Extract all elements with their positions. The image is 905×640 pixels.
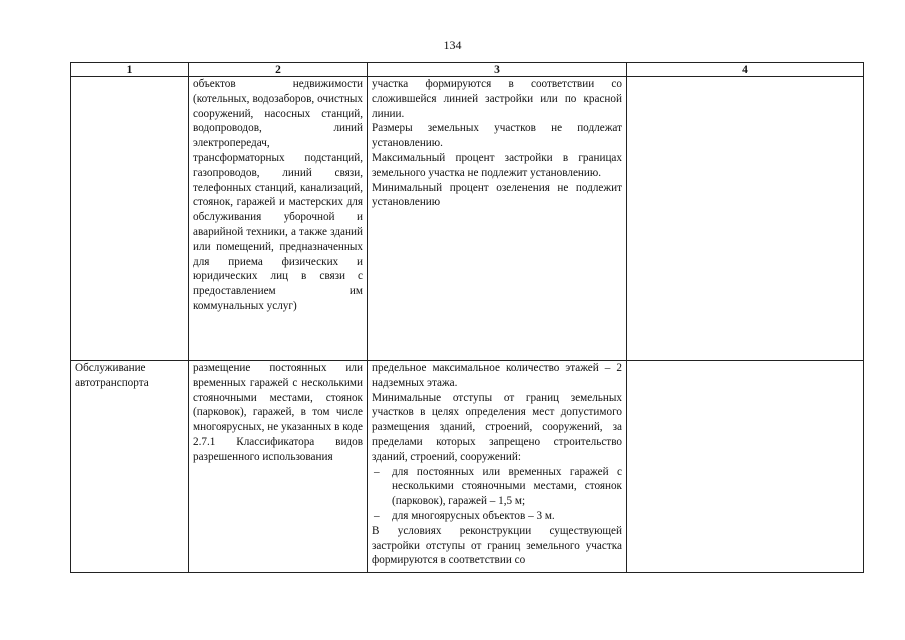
row2-param-para: Минимальные отступы от границ земельных участков в целях определения мест допустимого размещения зданий, строений, сооружений, за пределами которых запрещено строительство зданий, строений, сооружений:	[372, 391, 622, 463]
row2-param-para: В условиях реконструкции существующей застройки отступы от границ земельного участка формируются в соответствии со	[372, 524, 622, 567]
row2-param-para: предельное максимальное количество этажей – 2 надземных этажа.	[372, 362, 622, 389]
row1-description: объектов недвижимости (котельных, водозаборов, очистных сооружений, насосных станций, водопроводов, линий электропередач, трансформаторных подстанций, газопроводов, линий связи, телефонных станций, канализаций, стоянок, гаражей и мастерских для обслуживания уборочной и аварийной техники, а также зданий или помещений, предназначенных для приема физических и юридических лиц в связи с предоставлением им коммунальных услуг)	[189, 77, 368, 361]
bullet-dash: –	[374, 509, 380, 522]
row2-notes	[627, 361, 864, 573]
bullet-text: для многоярусных объектов – 3 м.	[392, 509, 555, 522]
row2-description: размещение постоянных или временных гаражей с несколькими стояночными местами, стоянок (парковок), гаражей, в том числе многоярусных, не указанных в коде 2.7.1 Классификатора видов разрешенного использования	[189, 361, 368, 573]
row1-parameters	[368, 77, 627, 361]
row2-bullet-item	[372, 465, 622, 509]
table-header-row	[71, 63, 864, 77]
table-row	[71, 361, 864, 573]
bullet-dash: –	[374, 465, 380, 478]
page-number: 134	[443, 38, 462, 52]
table-row	[71, 77, 864, 361]
header-col-2: 2	[189, 63, 368, 77]
row2-use-name: Обслуживание автотранспорта	[71, 361, 189, 573]
row2-bullet-item	[372, 509, 622, 524]
row1-param-para: Размеры земельных участков не подлежат установлению.	[372, 122, 622, 150]
document-table	[70, 62, 864, 573]
header-col-4: 4	[627, 63, 864, 77]
header-col-3: 3	[368, 63, 627, 77]
bullet-text: для постоянных или временных гаражей с несколькими стояночными местами, стоянок (парковок), гаражей – 1,5 м;	[392, 465, 622, 508]
row1-param-para: Минимальный процент озеленения не подлежит установлению	[372, 181, 622, 209]
row1-param-para: участка формируются в соответствии со сложившейся линией застройки или по красной линии.	[372, 78, 622, 120]
row1-use-name	[71, 77, 189, 361]
row1-notes	[627, 77, 864, 361]
header-col-1: 1	[71, 63, 189, 77]
row2-parameters	[368, 361, 627, 573]
row1-param-para: Максимальный процент застройки в границах земельного участка не подлежит установлению.	[372, 151, 622, 179]
